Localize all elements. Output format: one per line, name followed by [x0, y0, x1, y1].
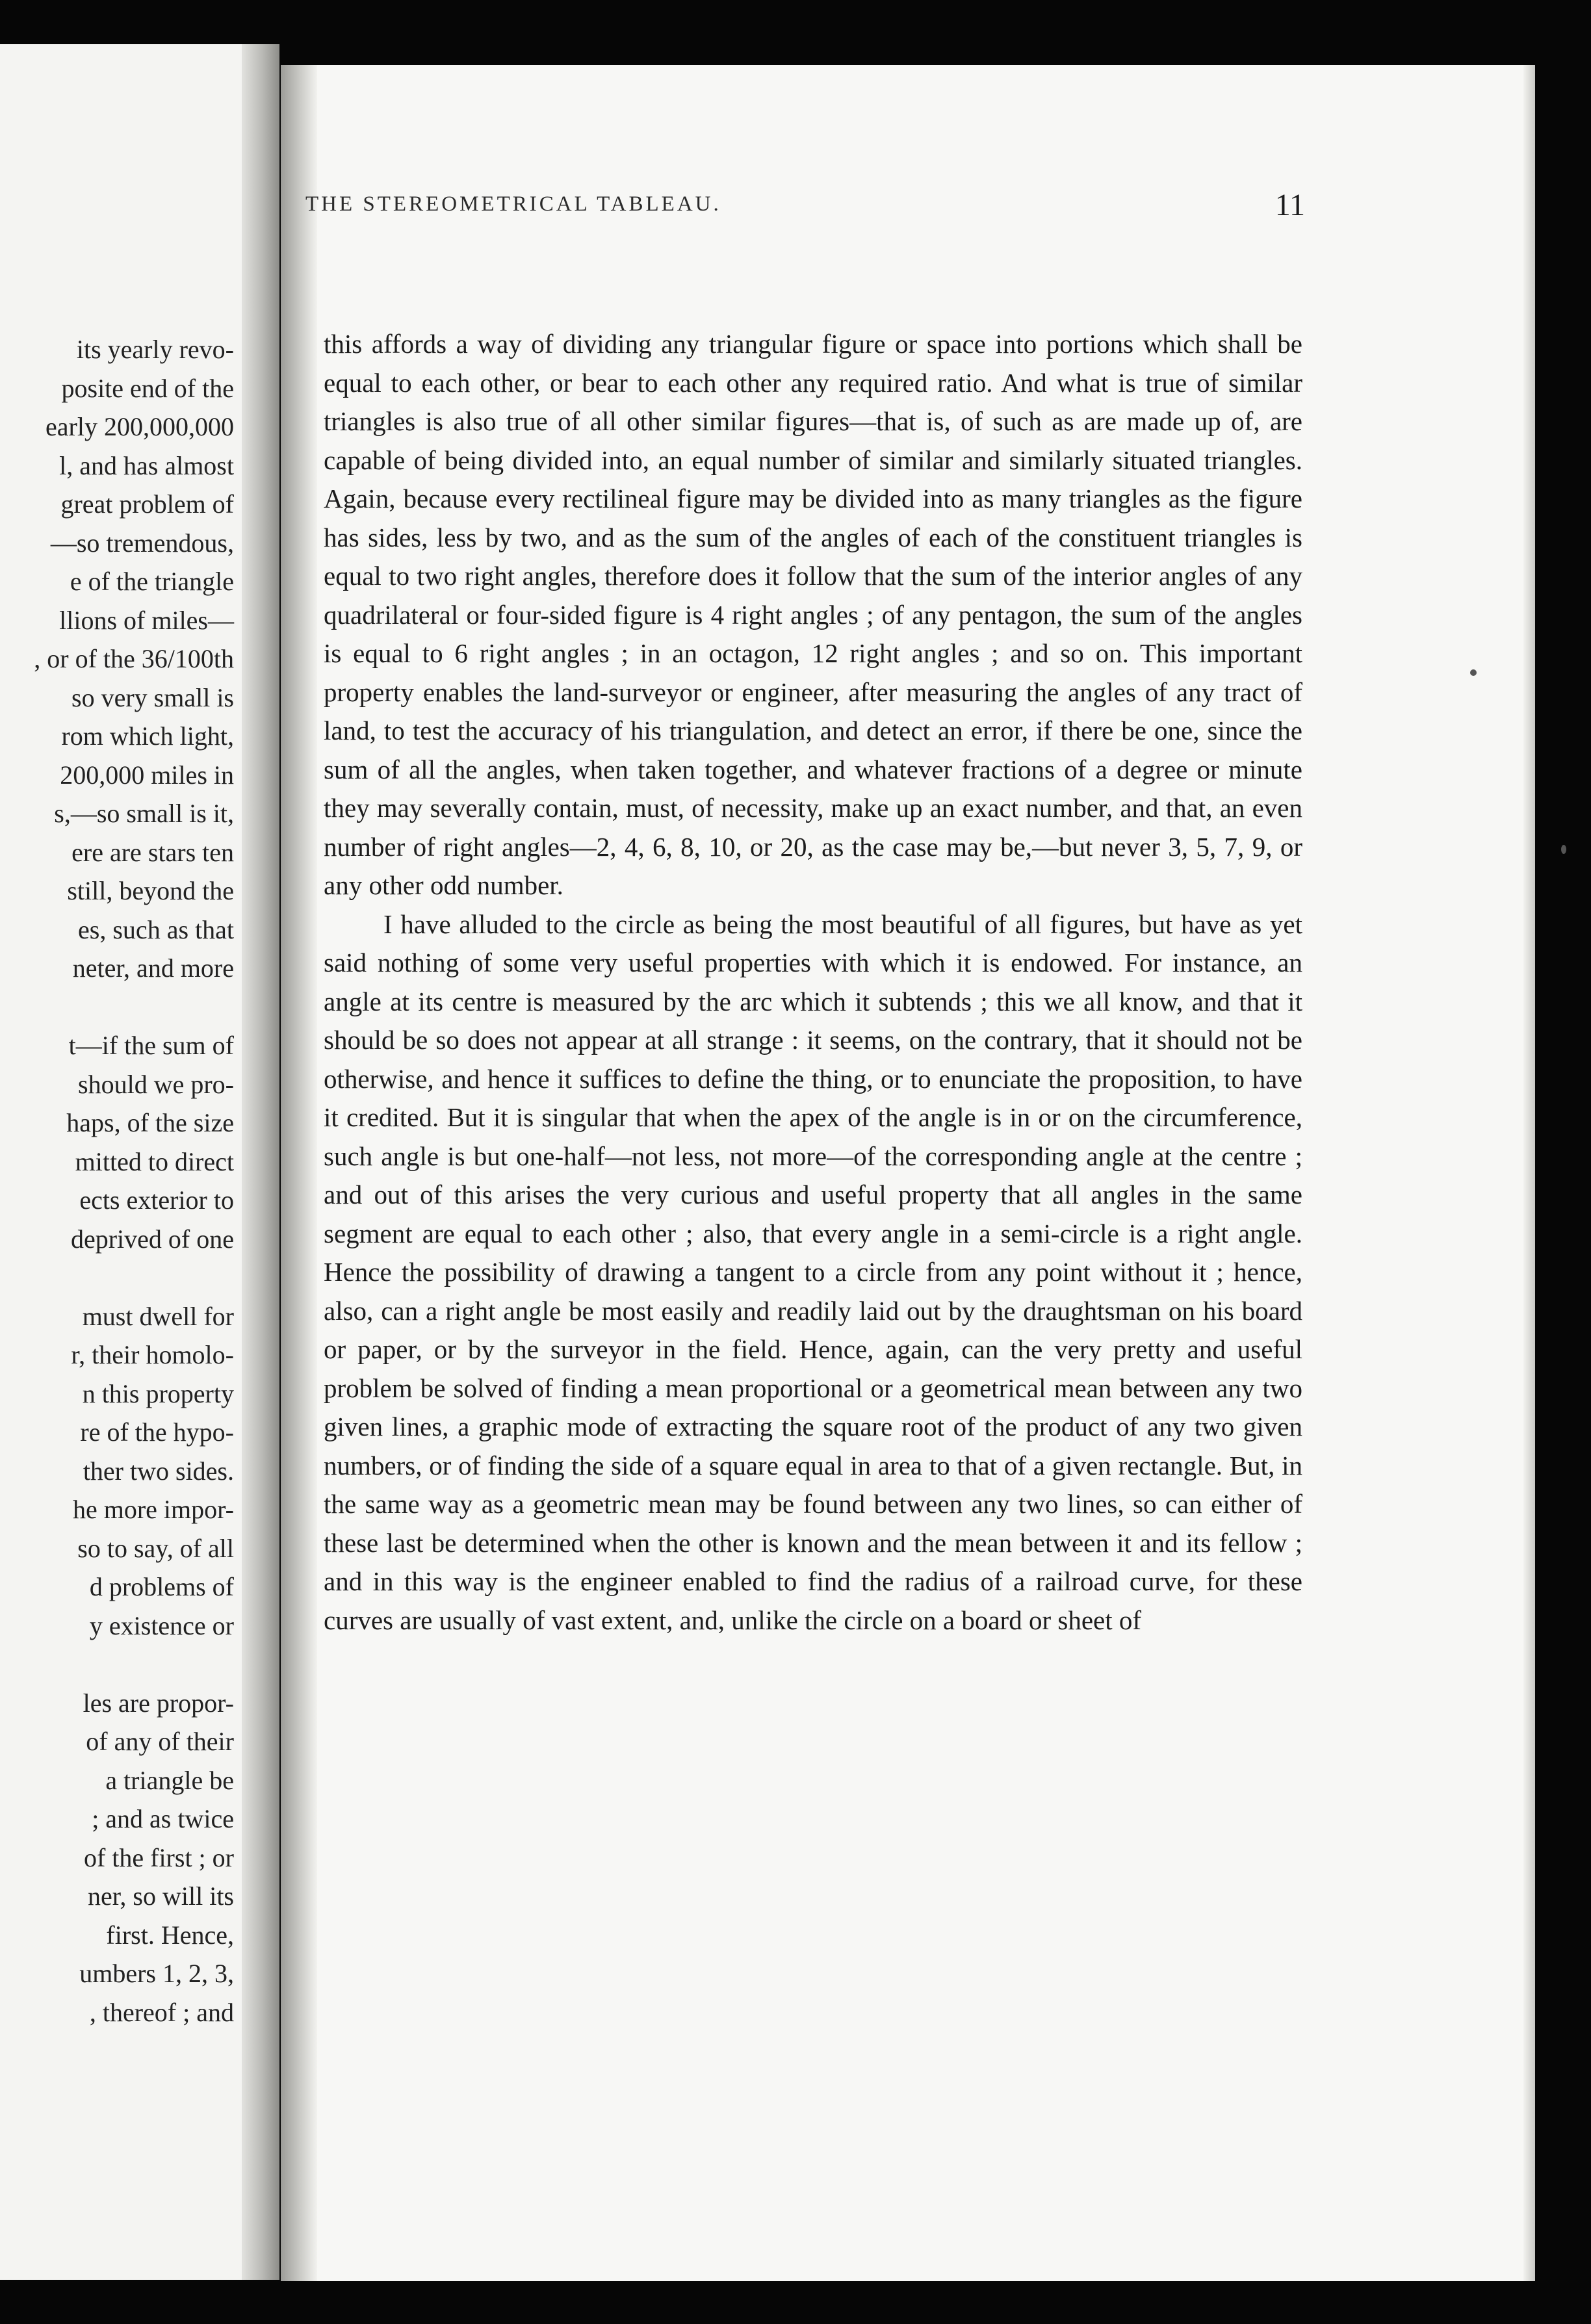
- facing-page-line: ere are stars ten: [71, 837, 234, 867]
- facing-page-line: y existence or: [89, 1610, 234, 1640]
- facing-page-line: should we pro-: [78, 1069, 234, 1099]
- facing-page-text: [0, 330, 242, 2032]
- facing-page-line: d problems of: [89, 1572, 234, 1601]
- facing-page-line: deprived of one: [70, 1224, 234, 1254]
- facing-page-line: haps, of the size: [66, 1108, 234, 1137]
- facing-page-line: still, beyond the: [67, 876, 234, 905]
- facing-page-line: l, and has almost: [59, 450, 234, 480]
- facing-page-line: 200,000 miles in: [60, 760, 234, 790]
- facing-page-line: re of the hypo-: [80, 1417, 234, 1447]
- facing-page-line: of any of their: [86, 1727, 234, 1756]
- paragraph-1: this affords a way of dividing any triangular figure or space into portions which shall be equal to each other, or bear to each other any required ratio. And what is true of similar triangles is also true of all other similar figures—that is, of such as are made up of, are capable of being divided into, an equal number of similar and similarly situated triangles. Again, because every rectilineal figure may be divided into as many triangles as the figure has sides, less by two, and as the sum of the angles of each of the constituent triangles is equal to two right angles, therefore does it follow that the sum of the interior angles of any quadrilateral or four-sided figure is 4 right angles ; of any pentagon, the sum of the angles is equal to 6 right angles ; in an octagon, 12 right angles ; and so on. This important property enables the land-surveyor or engineer, after measuring the angles of any tract of land, to test the accuracy of his triangulation, and detect an error, if there be one, since the sum of all the angles, when taken together, and whatever fractions of a degree or minute they may severally contain, must, of necessity, make up an exact number, and that, an even number of right angles—2, 4, 6, 8, 10, or 20, as the case may be,—but never 3, 5, 7, 9, or any other odd number.: [324, 329, 1302, 900]
- facing-page-line: [0, 1645, 242, 1684]
- facing-page-line: of the first ; or: [83, 1842, 234, 1872]
- facing-page-line: [0, 988, 242, 1027]
- facing-page-line: les are propor-: [83, 1688, 234, 1718]
- facing-page-line: llions of miles—: [59, 605, 234, 635]
- facing-page-line: ; and as twice: [92, 1804, 234, 1833]
- facing-page-line: its yearly revo-: [76, 335, 234, 364]
- facing-page-line: e of the triangle: [70, 567, 234, 596]
- facing-page-line: ther two sides.: [83, 1456, 234, 1486]
- facing-page-line: r, their homolo-: [71, 1340, 234, 1369]
- facing-page-gutter: [242, 44, 279, 2280]
- running-head: THE STEREOMETRICAL TABLEAU.: [305, 192, 721, 216]
- facing-page-line: es, such as that: [78, 914, 234, 944]
- facing-page-line: a triangle be: [105, 1765, 234, 1795]
- facing-page-line: n this property: [82, 1378, 234, 1408]
- body-text: [324, 325, 1302, 1640]
- facing-page-line: umbers 1, 2, 3,: [79, 1959, 234, 1988]
- facing-page-line: posite end of the: [61, 373, 234, 403]
- facing-page-line: mitted to direct: [75, 1146, 234, 1176]
- facing-page-line: so to say, of all: [77, 1533, 234, 1563]
- facing-page-line: first. Hence,: [106, 1920, 234, 1950]
- facing-page-line: , thereof ; and: [89, 1997, 234, 2027]
- facing-page-line: rom which light,: [61, 721, 234, 751]
- scan-speck: [1561, 845, 1566, 854]
- facing-page-line: he more impor-: [72, 1495, 234, 1524]
- page-number: 11: [1274, 188, 1305, 222]
- facing-page-line: so very small is: [71, 682, 234, 712]
- book-spine-shadow: [281, 65, 317, 2281]
- facing-page-line: —so tremendous,: [50, 528, 234, 558]
- facing-page-line: neter, and more: [72, 953, 234, 983]
- facing-page-line: s,—so small is it,: [54, 799, 234, 828]
- scan-speck: [1470, 669, 1477, 676]
- facing-page-line: ects exterior to: [79, 1185, 234, 1215]
- facing-page-line: ner, so will its: [87, 1881, 234, 1911]
- page-header: [305, 187, 1313, 226]
- facing-page-line: great problem of: [60, 489, 234, 519]
- facing-page-line: early 200,000,000: [45, 412, 234, 441]
- facing-page-line: t—if the sum of: [68, 1031, 234, 1060]
- facing-page-line: , or of the 36/100th: [34, 644, 234, 673]
- page-edge-shadow: [1523, 65, 1535, 2281]
- facing-page-line: [0, 1258, 242, 1297]
- facing-page: [0, 44, 279, 2280]
- paragraph-2: I have alluded to the circle as being the most beautiful of all figures, but have as yet said nothing of some very useful properties with which it is endowed. For instance, an angle at its centre is measured by the arc which it subtends ; this we all know, and that it should be so does not appear at all strange : it seems, on the contrary, that it should not be otherwise, and hence it suffices to define the thing, or to enunciate the proposition, to have it credited. But it is singular that when the apex of the angle is in or on the circumference, such angle is but one-half—not less, not more—of the corresponding angle at the centre ; and out of this arises the very curious and useful property that all angles in the same segment are equal to each other ; also, that every angle in a semi-circle is a right angle. Hence the possibility of drawing a tangent to a circle from any point without it ; hence, also, can a right angle be most easily and readily laid out by the draughtsman on his board or paper, or by the surveyor in the field. Hence, again, can the very pretty and useful problem be solved of finding a mean proportional or a geometrical mean between any two given lines, a graphic mode of extracting the square root of the product of any two given numbers, or of finding the side of a square equal in area to that of a given rectangle. But, in the same way as a geometric mean may be found between any two lines, so can either of these last be determined when the other is known and the mean between it and its fellow ; and in this way is the engineer enabled to find the radius of a railroad curve, for these curves are usually of vast extent, and, unlike the circle on a board or sheet of: [324, 909, 1302, 1635]
- facing-page-line: must dwell for: [82, 1301, 234, 1331]
